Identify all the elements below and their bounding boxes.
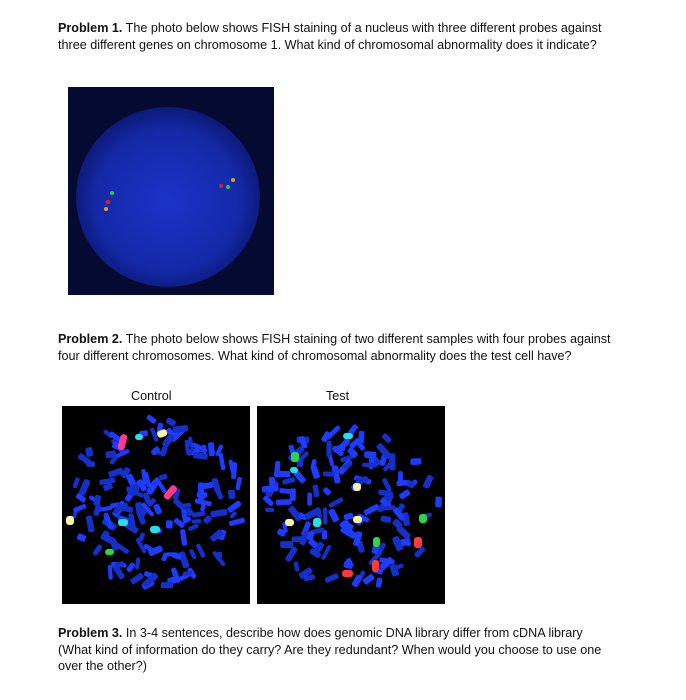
- chromosome: [276, 499, 292, 505]
- chromosome: [161, 582, 174, 588]
- test-metaphase-image: [257, 406, 445, 604]
- problem-1: [58, 20, 618, 53]
- chromosome: [364, 451, 377, 459]
- chromosome: [362, 463, 378, 468]
- chromosome: [198, 482, 204, 500]
- fish-nucleus-image: [68, 87, 274, 295]
- problem-2: [58, 331, 618, 364]
- green-probe-signal: [226, 185, 230, 189]
- orange-probe-signal: [104, 207, 108, 211]
- chromosome: [326, 441, 332, 457]
- control-metaphase-image: [62, 406, 250, 604]
- chromosome: [274, 471, 291, 477]
- test-caption: Test: [326, 389, 350, 403]
- problem-1-text: The photo below shows FISH staining of a nucleus with three different probes against three different genes on chromosome 1. What kind of chromosomal abnormality does it indicate?: [58, 21, 602, 52]
- chromosome: [307, 492, 312, 505]
- red-probe-signal: [106, 200, 110, 204]
- problem-1-label: Problem 1.: [58, 21, 123, 35]
- chromosome: [228, 489, 236, 499]
- chromosome: [410, 458, 421, 465]
- green-probe-signal: [110, 191, 114, 195]
- chromosome: [290, 488, 296, 501]
- problem-2-label: Problem 2.: [58, 332, 123, 346]
- problem-3-label: Problem 3.: [58, 626, 123, 640]
- red-probe-signal: [219, 184, 223, 188]
- chromosome: [280, 541, 293, 548]
- chromosome: [323, 507, 328, 524]
- chromosome: [358, 431, 364, 444]
- chromosome: [166, 520, 173, 529]
- chromosome: [208, 442, 215, 456]
- orange-probe-signal: [231, 178, 235, 182]
- problem-3-text: In 3-4 sentences, describe how does genomic DNA library differ from cDNA library (What kind of information do they carry? Are they redundant? When would you choose to use one over the other?): [58, 626, 602, 673]
- chromosome: [396, 480, 408, 487]
- control-caption: Control: [131, 389, 172, 403]
- chromosome: [265, 508, 274, 512]
- problem-2-text: The photo below shows FISH staining of two different samples with four probes against four different chromosomes. What kind of chromosomal abnormality does the test cell have?: [58, 332, 611, 363]
- chromosome: [323, 471, 335, 476]
- chromosome: [191, 519, 201, 524]
- problem-3: [58, 625, 618, 675]
- chromosome: [435, 497, 442, 508]
